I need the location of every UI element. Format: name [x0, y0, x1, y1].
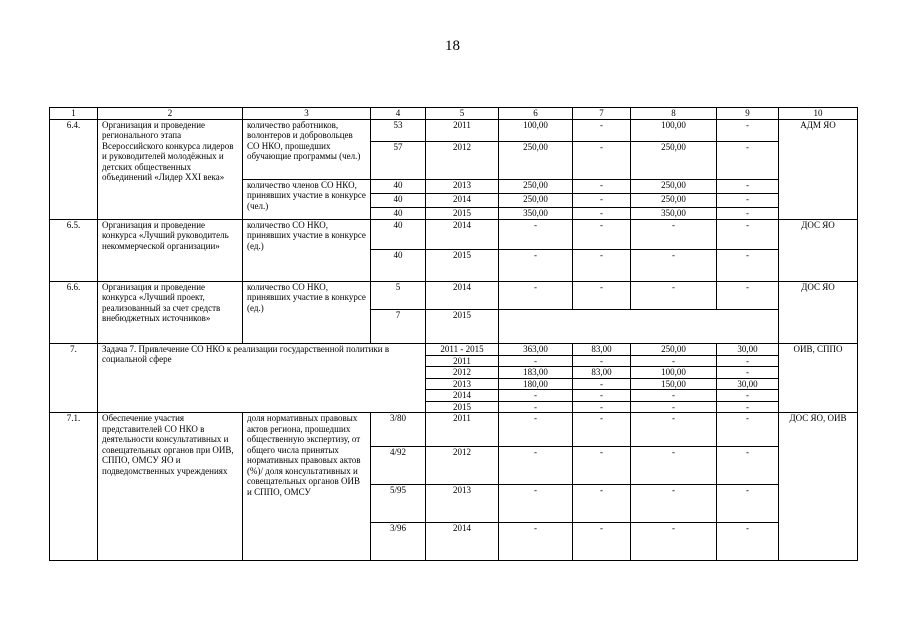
- cell: -: [573, 390, 631, 402]
- indicator: количество СО НКО, принявших участие в конкурсе (ед.): [243, 281, 371, 343]
- cell: -: [499, 485, 573, 523]
- cell: -: [717, 219, 779, 249]
- cell: -: [717, 390, 779, 402]
- col-header: 9: [717, 108, 779, 120]
- row-number: 6.5.: [50, 219, 98, 281]
- indicator-value: 40: [371, 219, 426, 249]
- cell: 30,00: [717, 343, 779, 355]
- cell: -: [717, 281, 779, 309]
- indicator-value: 40: [371, 179, 426, 193]
- row-number: 7.1.: [50, 413, 98, 561]
- cell: 363,00: [499, 343, 573, 355]
- activity-name: Обеспечение участия представителей СО НКО в деятельности консультативных и совещательных органов при ОИВ, СППО, ОМСУ ЯО и подведомственных учреждениях: [98, 413, 243, 561]
- cell: -: [573, 193, 631, 207]
- cell: -: [717, 355, 779, 367]
- cell: -: [573, 249, 631, 281]
- year: 2015: [426, 309, 499, 343]
- cell: -: [631, 281, 717, 309]
- cell: -: [573, 355, 631, 367]
- indicator-value: 40: [371, 207, 426, 219]
- table-row: [50, 119, 858, 141]
- cell: -: [499, 413, 573, 447]
- row-number: 6.4.: [50, 119, 98, 219]
- cell: -: [717, 401, 779, 413]
- indicator-value: 4/92: [371, 447, 426, 485]
- cell: 250,00: [631, 343, 717, 355]
- cell: -: [573, 207, 631, 219]
- cell: 83,00: [573, 343, 631, 355]
- indicator: количество членов СО НКО, принявших участие в конкурсе (чел.): [243, 179, 371, 219]
- indicator-value: 7: [371, 309, 426, 343]
- col-header: 8: [631, 108, 717, 120]
- cell: -: [631, 523, 717, 561]
- activity-name: Организация и проведение конкурса «Лучший проект, реализованный за счет средств внебюджетных источников»: [98, 281, 243, 343]
- cell: -: [631, 249, 717, 281]
- cell: 250,00: [499, 141, 573, 179]
- year: 2014: [426, 193, 499, 207]
- cell: -: [573, 485, 631, 523]
- indicator-value: 5/95: [371, 485, 426, 523]
- cell: 250,00: [499, 193, 573, 207]
- year: 2013: [426, 179, 499, 193]
- executor: ДОС ЯО, ОИВ: [779, 413, 858, 561]
- indicator-value: 40: [371, 249, 426, 281]
- empty-cell: [499, 309, 779, 343]
- col-header: 10: [779, 108, 858, 120]
- cell: -: [631, 355, 717, 367]
- indicator-value: 53: [371, 119, 426, 141]
- indicator-value: 3/96: [371, 523, 426, 561]
- cell: -: [499, 523, 573, 561]
- year: 2011: [426, 119, 499, 141]
- executor: ДОС ЯО: [779, 281, 858, 343]
- cell: -: [573, 119, 631, 141]
- executor: ОИВ, СППО: [779, 343, 858, 413]
- cell: -: [573, 378, 631, 390]
- program-table: [49, 107, 858, 561]
- row-number: 7.: [50, 343, 98, 413]
- cell: -: [717, 141, 779, 179]
- indicator-value: 57: [371, 141, 426, 179]
- executor: ДОС ЯО: [779, 219, 858, 281]
- indicator-value: 40: [371, 193, 426, 207]
- indicator-value: 3/80: [371, 413, 426, 447]
- cell: -: [499, 447, 573, 485]
- year: 2011: [426, 413, 499, 447]
- header-row: [50, 108, 858, 120]
- cell: -: [631, 219, 717, 249]
- col-header: 3: [243, 108, 371, 120]
- cell: -: [631, 390, 717, 402]
- table-row: [50, 413, 858, 447]
- year: 2014: [426, 219, 499, 249]
- cell: -: [717, 193, 779, 207]
- table-row: [50, 219, 858, 249]
- cell: -: [717, 523, 779, 561]
- cell: -: [499, 219, 573, 249]
- col-header: 7: [573, 108, 631, 120]
- year: 2014: [426, 281, 499, 309]
- task-title: Задача 7. Привлечение СО НКО к реализации государственной политики в социальной сфере: [98, 343, 426, 413]
- cell: -: [631, 413, 717, 447]
- col-header: 2: [98, 108, 243, 120]
- cell: -: [631, 401, 717, 413]
- cell: -: [573, 401, 631, 413]
- cell: 350,00: [499, 207, 573, 219]
- cell: -: [717, 413, 779, 447]
- year: 2012: [426, 367, 499, 379]
- indicator: доля нормативных правовых актов региона, прошедших общественную экспертизу, от общего числа принятых нормативных правовых актов (%)/ доля консультативных и совещательных органов ОИВ и СППО, ОМСУ: [243, 413, 371, 561]
- indicator-value: 5: [371, 281, 426, 309]
- cell: -: [573, 413, 631, 447]
- cell: -: [573, 523, 631, 561]
- table-row: [50, 281, 858, 309]
- year: 2015: [426, 249, 499, 281]
- cell: -: [499, 249, 573, 281]
- cell: -: [717, 367, 779, 379]
- cell: -: [499, 355, 573, 367]
- cell: -: [573, 179, 631, 193]
- cell: -: [631, 447, 717, 485]
- cell: 183,00: [499, 367, 573, 379]
- col-header: 5: [426, 108, 499, 120]
- page-number: 18: [445, 38, 460, 54]
- cell: 250,00: [631, 193, 717, 207]
- year: 2012: [426, 141, 499, 179]
- year: 2013: [426, 378, 499, 390]
- year: 2014: [426, 523, 499, 561]
- cell: -: [573, 219, 631, 249]
- indicator: количество СО НКО, принявших участие в конкурсе (ед.): [243, 219, 371, 281]
- cell: -: [573, 281, 631, 309]
- year: 2012: [426, 447, 499, 485]
- year: 2011: [426, 355, 499, 367]
- cell: -: [717, 119, 779, 141]
- cell: -: [499, 401, 573, 413]
- cell: 100,00: [631, 119, 717, 141]
- indicator: количество работников, волонтеров и добровольцев СО НКО, прошедших обучающие программы (чел.): [243, 119, 371, 179]
- cell: -: [573, 447, 631, 485]
- activity-name: Организация и проведение конкурса «Лучший руководитель некоммерческой организации»: [98, 219, 243, 281]
- cell: 83,00: [573, 367, 631, 379]
- cell: 100,00: [499, 119, 573, 141]
- year: 2015: [426, 207, 499, 219]
- row-number: 6.6.: [50, 281, 98, 343]
- cell: 350,00: [631, 207, 717, 219]
- year: 2014: [426, 390, 499, 402]
- table-row: [50, 343, 858, 355]
- cell: 30,00: [717, 378, 779, 390]
- cell: -: [717, 207, 779, 219]
- executor: АДМ ЯО: [779, 119, 858, 219]
- activity-name: Организация и проведение регионального этапа Всероссийского конкурса лидеров и руководителей молодёжных и детских общественных объединений «Лидер XXI века»: [98, 119, 243, 219]
- cell: 250,00: [499, 179, 573, 193]
- cell: 250,00: [631, 179, 717, 193]
- cell: -: [717, 249, 779, 281]
- cell: 180,00: [499, 378, 573, 390]
- col-header: 1: [50, 108, 98, 120]
- cell: -: [499, 281, 573, 309]
- cell: -: [717, 447, 779, 485]
- cell: -: [717, 179, 779, 193]
- cell: -: [631, 485, 717, 523]
- year: 2011 - 2015: [426, 343, 499, 355]
- col-header: 6: [499, 108, 573, 120]
- cell: 150,00: [631, 378, 717, 390]
- cell: 100,00: [631, 367, 717, 379]
- cell: -: [499, 390, 573, 402]
- cell: 250,00: [631, 141, 717, 179]
- year: 2013: [426, 485, 499, 523]
- cell: -: [573, 141, 631, 179]
- cell: -: [717, 485, 779, 523]
- year: 2015: [426, 401, 499, 413]
- col-header: 4: [371, 108, 426, 120]
